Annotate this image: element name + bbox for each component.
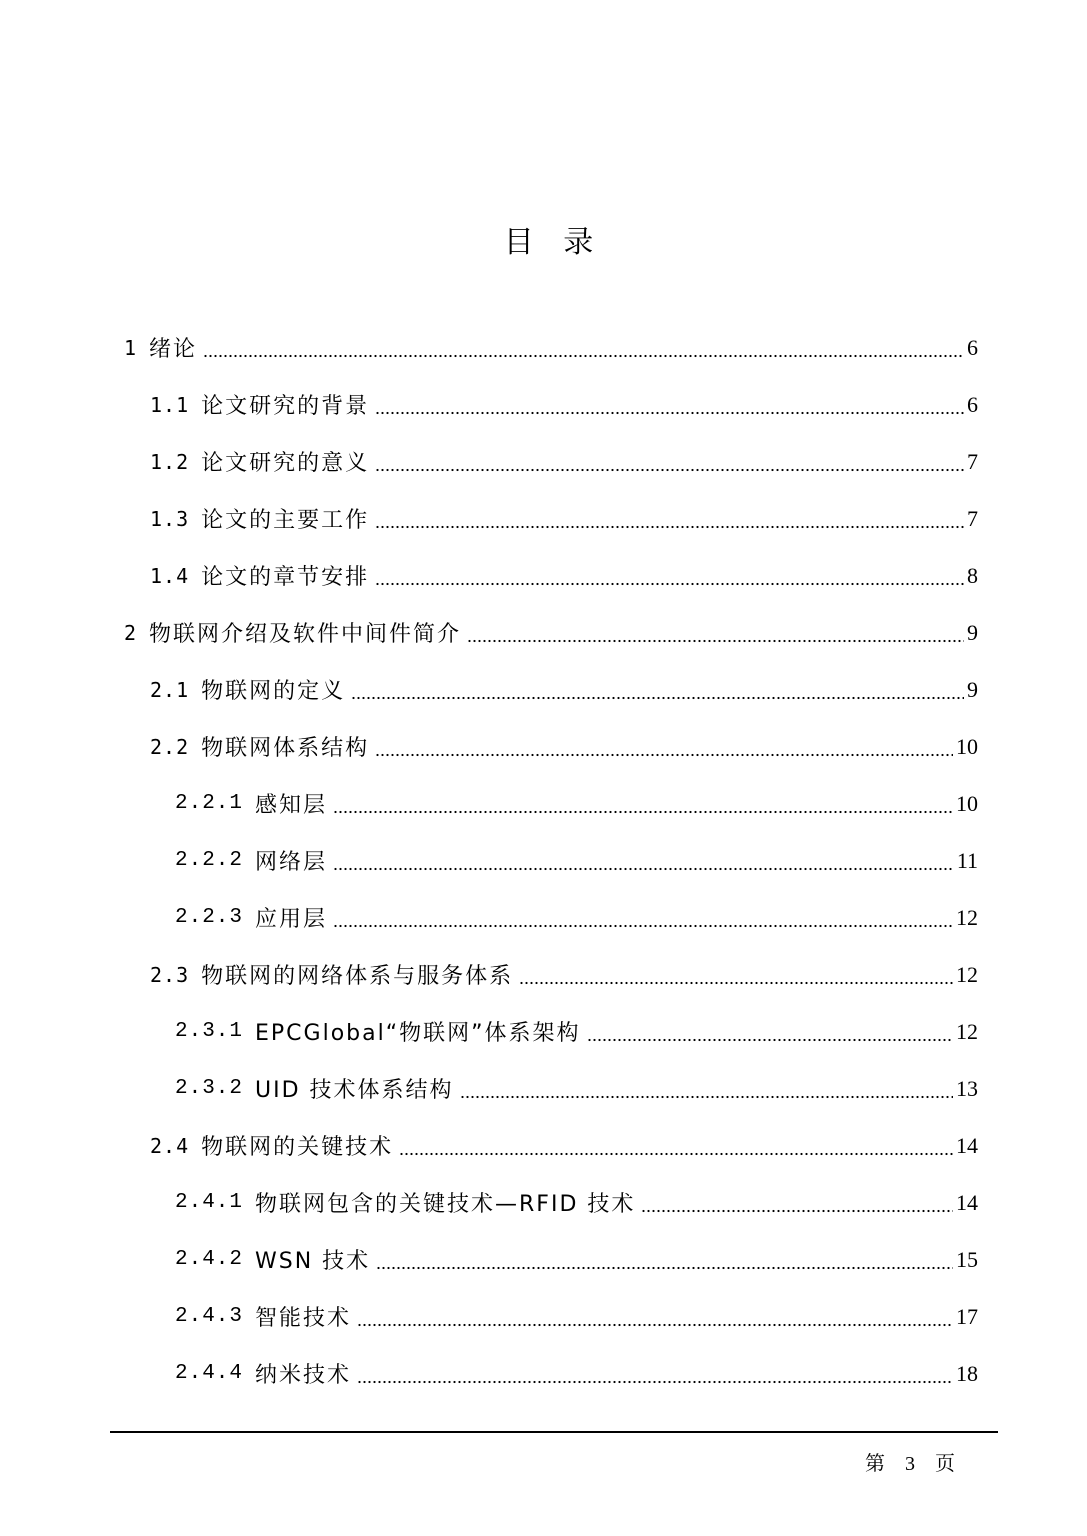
dot-leader <box>375 566 964 586</box>
toc-entry <box>124 946 978 1003</box>
dot-leader <box>375 395 964 415</box>
toc-entry-number: 1.4 <box>150 563 190 588</box>
toc-entry-title: 物联网的定义 <box>201 679 346 704</box>
toc-entry <box>124 433 978 490</box>
toc-entry <box>124 1117 978 1174</box>
toc-entry-title: 论文的主要工作 <box>201 508 370 533</box>
toc-entry <box>124 1288 978 1345</box>
toc-entry-number: 2.3 <box>150 962 190 987</box>
toc-entry-title: 论文的章节安排 <box>201 565 370 590</box>
table-of-contents <box>124 319 978 1402</box>
toc-entry-page: 6 <box>967 391 978 417</box>
toc-entry <box>124 1174 978 1231</box>
toc-entry <box>124 1003 978 1060</box>
dot-leader <box>460 1079 953 1099</box>
toc-entry-number: 2.3.1 <box>175 1020 244 1043</box>
toc-entry-title: 物联网介绍及软件中间件简介 <box>149 622 462 647</box>
toc-entry-page: 9 <box>967 676 978 702</box>
toc-entry-page: 7 <box>967 505 978 531</box>
toc-entry-page: 17 <box>956 1303 978 1329</box>
dot-leader <box>467 623 964 643</box>
toc-entry-number: 2.2.2 <box>175 849 244 872</box>
footer-divider <box>110 1431 998 1433</box>
dot-leader <box>351 680 964 700</box>
dot-leader <box>641 1193 953 1213</box>
toc-entry-title: 物联网的网络体系与服务体系 <box>201 964 514 989</box>
dot-leader <box>376 1250 953 1270</box>
toc-entry-page: 12 <box>956 1018 978 1044</box>
toc-entry <box>124 376 978 433</box>
dot-leader <box>587 1022 953 1042</box>
toc-entry <box>124 1231 978 1288</box>
toc-entry-number: 2.2 <box>150 734 190 759</box>
toc-entry-page: 18 <box>956 1360 978 1386</box>
dot-leader <box>375 452 964 472</box>
toc-entry-title: UID 技术体系结构 <box>255 1078 454 1103</box>
toc-entry-page: 10 <box>956 733 978 759</box>
toc-entry-number: 2.3.2 <box>175 1077 244 1100</box>
dot-leader <box>333 851 954 871</box>
toc-entry-number: 2.2.3 <box>175 906 244 929</box>
toc-entry <box>124 832 978 889</box>
toc-entry-number: 2.4 <box>150 1133 190 1158</box>
toc-entry-number: 2.4.3 <box>175 1305 244 1328</box>
toc-entry-title: 绪论 <box>149 337 198 362</box>
toc-entry-page: 13 <box>956 1075 978 1101</box>
toc-entry-title: EPCGlobal“物联网”体系架构 <box>255 1021 581 1046</box>
toc-entry-page: 12 <box>956 961 978 987</box>
toc-entry-number: 2.4.4 <box>175 1362 244 1385</box>
toc-entry-title: 智能技术 <box>255 1306 352 1331</box>
toc-entry-number: 2.4.1 <box>175 1191 244 1214</box>
toc-entry-number: 1.2 <box>150 449 190 474</box>
toc-entry-title: 物联网包含的关键技术—RFID 技术 <box>255 1192 636 1217</box>
toc-entry-page: 11 <box>956 847 978 873</box>
toc-entry <box>124 661 978 718</box>
dot-leader <box>357 1364 953 1384</box>
toc-entry-number: 1.3 <box>150 506 190 531</box>
page-title: 目 录 <box>503 225 604 260</box>
toc-entry-title: 纳米技术 <box>255 1363 352 1388</box>
toc-entry-page: 12 <box>956 904 978 930</box>
toc-entry-title: WSN 技术 <box>255 1249 371 1274</box>
toc-entry-page: 6 <box>967 334 978 360</box>
toc-entry <box>124 547 978 604</box>
toc-entry-number: 2.4.2 <box>175 1248 244 1271</box>
toc-entry <box>124 1345 978 1402</box>
toc-entry <box>124 319 978 376</box>
toc-entry-title: 物联网的关键技术 <box>201 1135 394 1160</box>
toc-entry-title: 论文研究的背景 <box>201 394 370 419</box>
toc-entry <box>124 775 978 832</box>
dot-leader <box>203 338 964 358</box>
dot-leader <box>333 794 953 814</box>
footer-page-suffix: 页 <box>935 1453 955 1475</box>
toc-entry <box>124 1060 978 1117</box>
toc-entry-title: 应用层 <box>255 907 328 932</box>
toc-entry-number: 2.1 <box>150 677 190 702</box>
dot-leader <box>375 737 953 757</box>
dot-leader <box>357 1307 953 1327</box>
toc-entry <box>124 718 978 775</box>
toc-entry-number: 1 <box>124 335 138 360</box>
toc-entry-number: 2 <box>124 620 138 645</box>
toc-entry <box>124 889 978 946</box>
toc-entry-title: 网络层 <box>255 850 328 875</box>
toc-entry-number: 2.2.1 <box>175 792 244 815</box>
toc-entry-title: 感知层 <box>255 793 328 818</box>
footer-page-number <box>865 1450 955 1478</box>
toc-entry-page: 9 <box>967 619 978 645</box>
toc-entry-page: 14 <box>956 1132 978 1158</box>
toc-entry-page: 7 <box>967 448 978 474</box>
footer-page-value: 3 <box>905 1453 915 1475</box>
toc-entry <box>124 490 978 547</box>
toc-entry-title: 物联网体系结构 <box>201 736 370 761</box>
toc-entry-page: 14 <box>956 1189 978 1215</box>
footer-page-prefix: 第 <box>865 1453 885 1475</box>
dot-leader <box>399 1136 953 1156</box>
dot-leader <box>333 908 953 928</box>
toc-entry-page: 15 <box>956 1246 978 1272</box>
dot-leader <box>519 965 953 985</box>
toc-entry <box>124 604 978 661</box>
toc-entry-page: 8 <box>967 562 978 588</box>
toc-entry-title: 论文研究的意义 <box>201 451 370 476</box>
toc-entry-number: 1.1 <box>150 392 190 417</box>
toc-entry-page: 10 <box>956 790 978 816</box>
dot-leader <box>375 509 964 529</box>
